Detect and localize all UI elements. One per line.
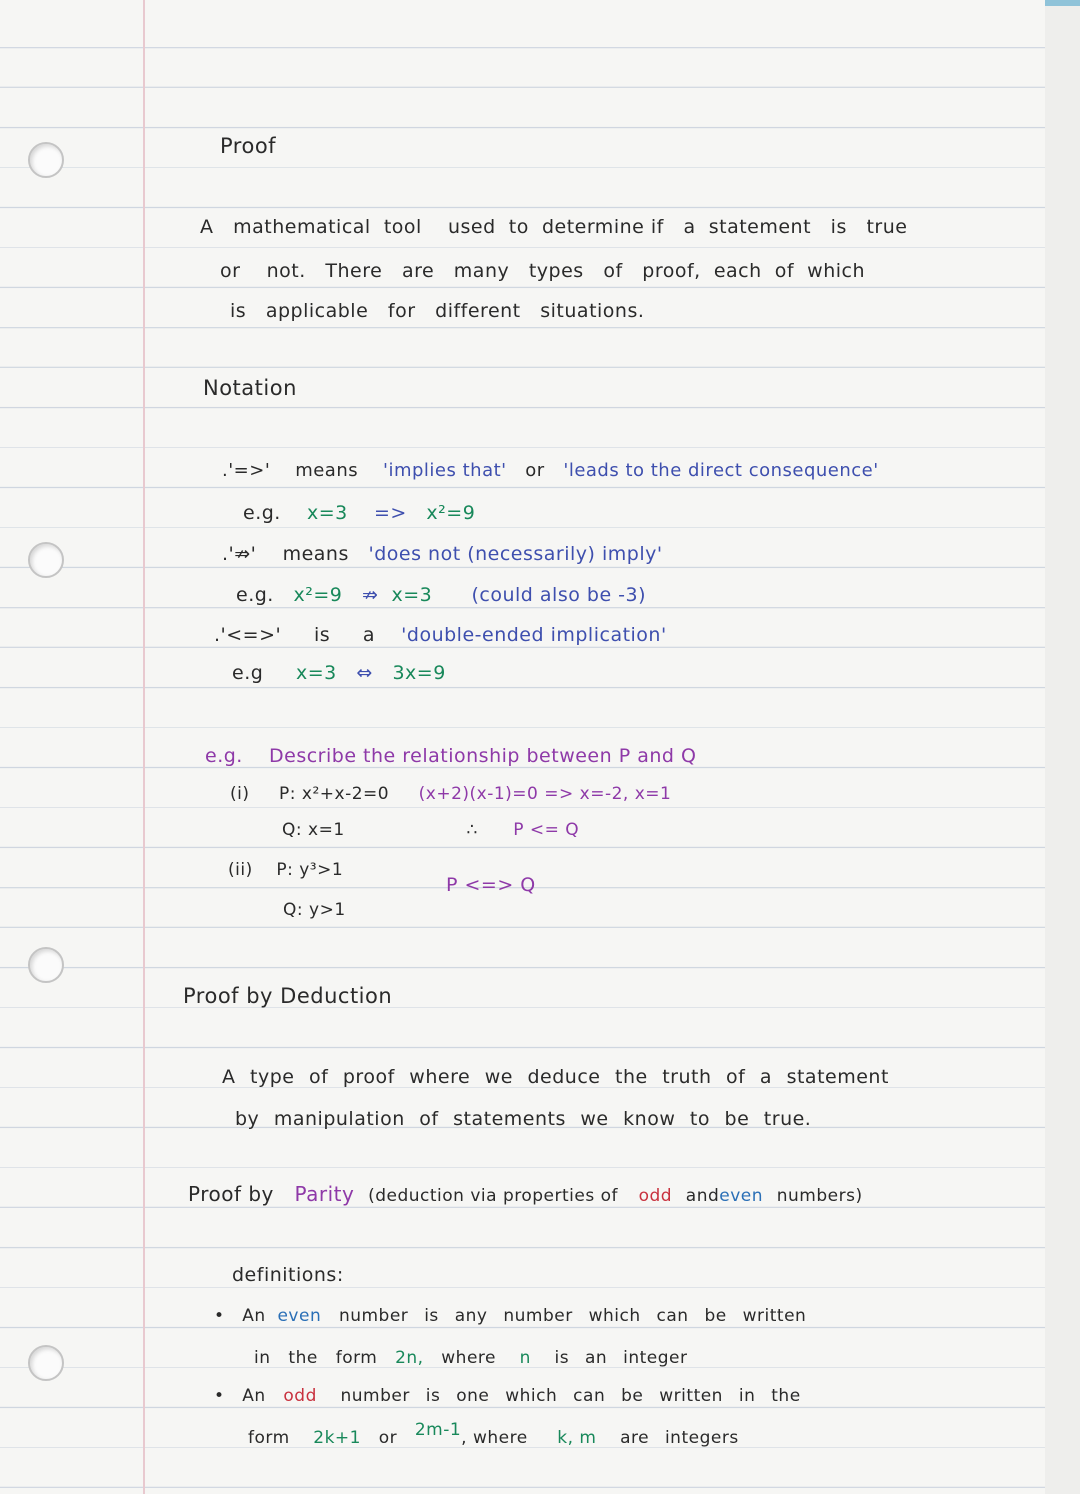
margin-line: [143, 0, 145, 1494]
example-part-2-q: Q: y>1: [283, 900, 346, 920]
word: to: [508, 216, 529, 238]
word: proof,: [642, 260, 701, 282]
heading-text: Proof by: [188, 1182, 274, 1206]
def-text: where: [441, 1348, 496, 1368]
working: (x+2)(x-1)=0 => x=-2, x=1: [418, 784, 672, 804]
word: is: [830, 216, 847, 238]
or-label: or: [525, 460, 545, 481]
odd-word: odd: [283, 1386, 317, 1406]
word: tool: [383, 216, 422, 238]
arrow: ⇏: [361, 584, 379, 606]
parity-word: Parity: [294, 1182, 355, 1206]
def-text: are integers: [620, 1428, 739, 1448]
word: types: [528, 260, 584, 282]
expression: 2k+1: [313, 1428, 361, 1448]
notation-implies-example: [243, 502, 475, 524]
def-text: number is any number which can be written: [338, 1306, 807, 1326]
bullet: •: [214, 1386, 225, 1406]
word: A: [200, 216, 214, 238]
page-title: Proof: [220, 134, 277, 158]
a-label: a: [362, 624, 375, 646]
odd-definition-line-1: [214, 1386, 801, 1406]
equation: 3x=9: [392, 662, 446, 684]
punch-hole: [28, 542, 64, 578]
punch-hole: [28, 947, 64, 983]
definition-line-2: [220, 260, 865, 282]
def-text: An: [242, 1306, 266, 1326]
equation: x=3: [307, 502, 348, 524]
word: true: [866, 216, 908, 238]
conclusion: P <= Q: [513, 820, 580, 840]
heading-text: numbers): [776, 1186, 863, 1206]
def-text: form: [248, 1428, 290, 1448]
statement-p: P: y³>1: [276, 860, 344, 880]
notation-symbol: .'<=>': [214, 624, 282, 646]
definitions-label: definitions:: [232, 1264, 344, 1286]
word: of: [774, 260, 795, 282]
example-part-2: [228, 860, 343, 880]
word: for: [387, 300, 416, 322]
def-text: in the form: [254, 1348, 378, 1368]
notation-symbol: .'=>': [222, 460, 271, 481]
consequence-meaning: 'leads to the direct consequence': [563, 460, 879, 481]
eg-label: e.g.: [236, 584, 274, 606]
even-word: even: [719, 1186, 764, 1206]
eg-label: e.g: [232, 662, 264, 684]
equation: x²=9: [293, 584, 343, 606]
example-part-1-q: [282, 820, 579, 840]
heading-text: (deduction via properties of: [368, 1186, 618, 1206]
is-label: is: [313, 624, 331, 646]
def-text: is an integer: [554, 1348, 688, 1368]
word: is: [230, 300, 247, 322]
word: mathematical: [233, 216, 371, 238]
def-text: An: [242, 1386, 266, 1406]
notation-heading: Notation: [203, 376, 297, 400]
implies-meaning: 'implies that': [383, 460, 507, 481]
notation-symbol: .'⇏': [222, 543, 257, 565]
means-label: means: [282, 543, 349, 565]
word: many: [453, 260, 510, 282]
heading-text: and: [685, 1186, 720, 1206]
odd-definition-line-2: [248, 1420, 739, 1448]
arrow: =>: [373, 502, 407, 524]
part-label: (i): [230, 784, 250, 804]
question-text: Describe the relationship between P and Q: [269, 745, 697, 767]
word: statement: [708, 216, 812, 238]
notation-implies-row: [222, 460, 879, 481]
notation-iff-row: [214, 624, 667, 646]
def-text: , where: [461, 1428, 528, 1448]
deduction-heading: Proof by Deduction: [183, 984, 393, 1008]
even-definition-line-2: [254, 1348, 687, 1368]
word: each: [713, 260, 762, 282]
word: are: [401, 260, 435, 282]
word: or: [220, 260, 241, 282]
word: not.: [266, 260, 306, 282]
word: of: [603, 260, 623, 282]
word: different: [435, 300, 521, 322]
statement-q: Q: x=1: [282, 820, 345, 840]
word: used: [447, 216, 496, 238]
word: applicable: [265, 300, 369, 322]
eg-label: e.g.: [243, 502, 281, 524]
word: situations.: [540, 300, 645, 322]
even-definition-line-1: [214, 1306, 806, 1326]
therefore-symbol: ∴: [466, 820, 478, 840]
definition-line-3: [230, 300, 644, 322]
equation: x=3: [296, 662, 337, 684]
example-question: [205, 745, 696, 767]
means-label: means: [295, 460, 359, 481]
def-text: number is one which can be written in the: [340, 1386, 801, 1406]
variables: k, m: [557, 1428, 597, 1448]
deduction-line-2: by manipulation of statements we know to be true.: [235, 1108, 812, 1130]
notation-not-implies-example: [236, 584, 646, 606]
part-label: (ii): [228, 860, 253, 880]
equation: x²=9: [426, 502, 476, 524]
not-implies-meaning: 'does not (necessarily) imply': [368, 543, 663, 565]
expression: 2n,: [395, 1348, 424, 1368]
arrow: ⇔: [356, 662, 373, 684]
odd-word: odd: [638, 1186, 673, 1206]
word: There: [325, 260, 383, 282]
word: determine if: [541, 216, 664, 238]
even-word: even: [277, 1306, 322, 1326]
expression: 2m-1: [414, 1420, 462, 1440]
page-edge: [1045, 0, 1080, 1494]
note: (could also be -3): [471, 584, 647, 606]
def-text: or: [378, 1428, 398, 1448]
statement-p: P: x²+x-2=0: [279, 784, 390, 804]
eg-label: e.g.: [205, 745, 243, 767]
equation: x=3: [391, 584, 433, 606]
notation-not-implies-row: [222, 543, 663, 565]
punch-hole: [28, 1345, 64, 1381]
edge-mark: [1045, 0, 1080, 6]
iff-meaning: 'double-ended implication': [401, 624, 667, 646]
word: a: [683, 216, 696, 238]
punch-hole: [28, 142, 64, 178]
parity-heading: [188, 1182, 863, 1206]
bullet: •: [214, 1306, 225, 1326]
deduction-line-1: A type of proof where we deduce the truth of a statement: [222, 1066, 889, 1088]
definition-line-1: [200, 216, 907, 238]
variable: n: [519, 1348, 531, 1368]
word: which: [807, 260, 866, 282]
notation-iff-example: [232, 662, 446, 684]
example-part-1: [230, 784, 671, 804]
example-part-2-conclusion: P <=> Q: [446, 874, 536, 896]
